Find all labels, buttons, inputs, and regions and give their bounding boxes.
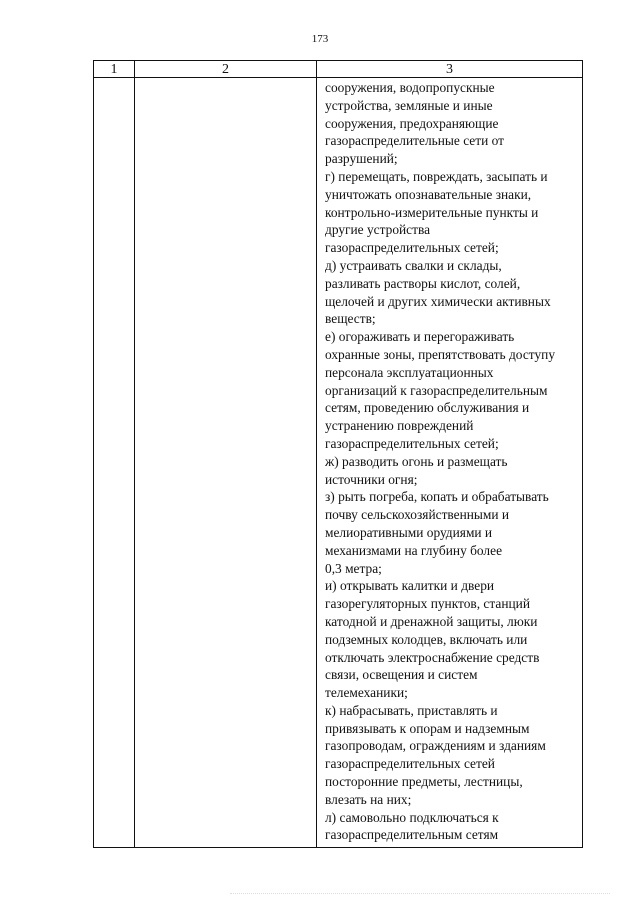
text-line: охранные зоны, препятствовать доступу: [325, 346, 556, 362]
text-line: ж) разводить огонь и размещать: [325, 453, 508, 469]
text-line: сетям, проведению обслуживания и: [325, 400, 530, 416]
text-line: сооружения, предохраняющие: [325, 115, 499, 131]
document-table: [93, 60, 583, 848]
text-line: веществ;: [325, 311, 376, 327]
text-line: газораспределительные сети от: [325, 133, 504, 149]
text-line: 0,3 метра;: [325, 560, 382, 576]
column-header-3: 3: [317, 61, 583, 78]
text-line: газораспределительных сетей;: [325, 435, 499, 451]
text-line: щелочей и других химически активных: [325, 293, 551, 309]
text-line: л) самовольно подключаться к: [325, 809, 499, 825]
text-line: е) огораживать и перегораживать: [325, 329, 515, 345]
column-header-1: 1: [94, 61, 135, 78]
table-header-row: [94, 61, 583, 78]
text-line: газопроводам, ограждениям и зданиям: [325, 738, 546, 754]
text-line: разрушений;: [325, 151, 398, 167]
text-line: мелиоративными орудиями и: [325, 524, 493, 540]
text-line: к) набрасывать, приставлять и: [325, 702, 498, 718]
text-line: устранению повреждений: [325, 418, 474, 434]
column-3-cell: [317, 78, 583, 848]
text-line: влезать на них;: [325, 791, 412, 807]
text-line: телемеханики;: [325, 685, 408, 701]
text-line: газорегуляторных пунктов, станций: [325, 596, 531, 612]
text-line: источники огня;: [325, 471, 418, 487]
text-line: другие устройства: [325, 222, 431, 238]
text-line: механизмами на глубину более: [325, 542, 503, 558]
text-line: уничтожать опознавательные знаки,: [325, 186, 532, 202]
text-line: и) открывать калитки и двери: [325, 578, 495, 594]
text-line: газораспределительным сетям: [325, 827, 499, 843]
text-line: сооружения, водопропускные: [325, 80, 495, 95]
text-line: отключать электроснабжение средств: [325, 649, 540, 665]
scan-artifact: [230, 893, 610, 898]
text-line: связи, освещения и систем: [325, 667, 478, 683]
column-1-cell: [94, 78, 135, 848]
text-line: разливать растворы кислот, солей,: [325, 275, 521, 291]
text-line: катодной и дренажной защиты, люки: [325, 613, 538, 629]
text-line: з) рыть погреба, копать и обрабатывать: [325, 489, 549, 505]
column-header-2: 2: [135, 61, 317, 78]
prohibitions-text: [317, 78, 582, 844]
table-row: [94, 78, 583, 848]
text-line: подземных колодцев, включать или: [325, 631, 528, 647]
text-line: контрольно-измерительные пункты и: [325, 204, 539, 220]
text-line: организаций к газораспределительным: [325, 382, 548, 398]
text-line: г) перемещать, повреждать, засыпать и: [325, 168, 548, 184]
text-line: д) устраивать свалки и склады,: [325, 257, 502, 273]
text-line: газораспределительных сетей;: [325, 240, 499, 256]
text-line: посторонние предметы, лестницы,: [325, 774, 523, 790]
text-line: устройства, земляные и иные: [325, 97, 493, 113]
page-number: 173: [311, 33, 329, 45]
text-line: газораспределительных сетей: [325, 756, 495, 772]
text-line: почву сельскохозяйственными и: [325, 507, 510, 523]
column-2-cell: [135, 78, 317, 848]
text-line: персонала эксплуатационных: [325, 364, 494, 380]
text-line: привязывать к опорам и надземным: [325, 720, 530, 736]
